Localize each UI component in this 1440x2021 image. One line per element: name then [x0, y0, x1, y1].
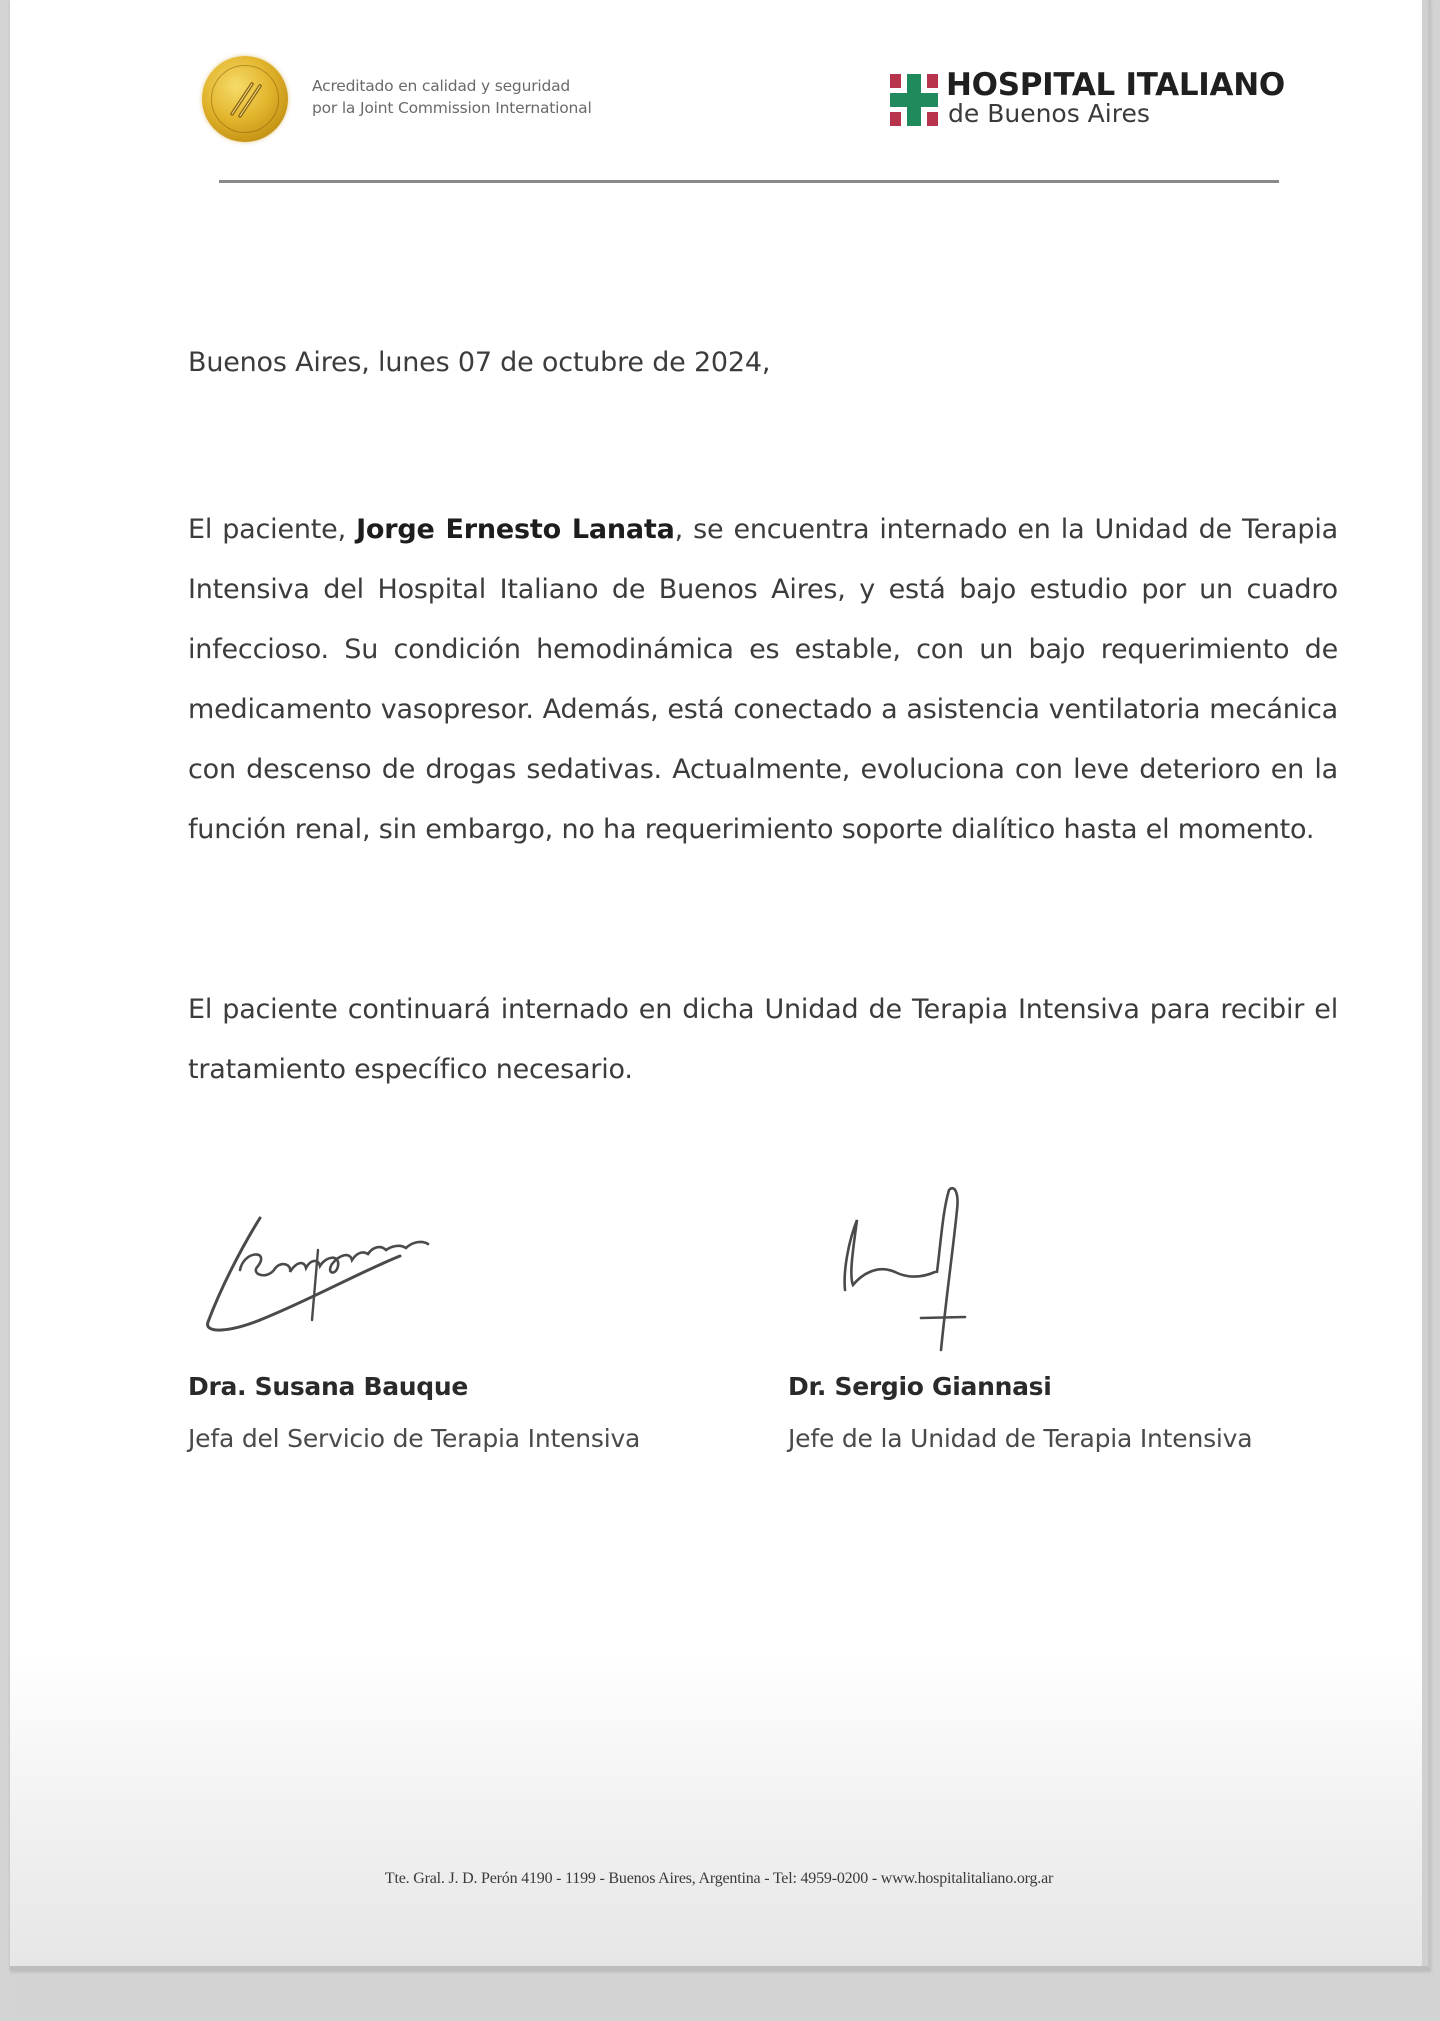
- footer-address: Tte. Gral. J. D. Perón 4190 - 1199 - Buenos Aires, Argentina - Tel: 4959-0200 - www.hospitalitaliano.org.ar: [384, 1870, 1054, 1887]
- signature-giannasi-icon: [825, 1180, 1005, 1355]
- header-divider: [219, 180, 1279, 183]
- letter-date: Buenos Aires, lunes 07 de octubre de 2024,: [188, 347, 771, 378]
- patient-name: Jorge Ernesto Lanata: [356, 514, 675, 545]
- accreditation-line-1: Acreditado en calidad y seguridad: [312, 77, 571, 95]
- letter-paragraph-1: [188, 500, 1338, 860]
- signer-1-title: Jefa del Servicio de Terapia Intensiva: [188, 1424, 641, 1453]
- hospital-name: HOSPITAL ITALIANO: [946, 67, 1285, 103]
- hospital-location: de Buenos Aires: [948, 99, 1150, 128]
- paragraph-1-prefix: El paciente,: [188, 514, 357, 545]
- paragraph-1-body: , se encuentra internado en la Unidad de Terapia Intensiva del Hospital Italiano de Buenos Aires, y está bajo estudio por un cuadro infeccioso. Su condición hemodinámica es estable, con un bajo requerimiento de medicamento vasopresor. Además, está conectado a asistencia ventilatoria mecánica con descenso de drogas sedativas. Actualmente, evoluciona con leve deterioro en la función renal, sin embargo, no ha requerimiento soporte dialítico hasta el momento.: [188, 514, 1338, 845]
- letter-page: [10, 0, 1431, 1970]
- accreditation-text: [312, 75, 592, 119]
- letter-paragraph-2: El paciente continuará internado en dicha Unidad de Terapia Intensiva para recibir el tratamiento específico necesario.: [188, 994, 1338, 1085]
- signer-1-name: Dra. Susana Bauque: [188, 1372, 469, 1401]
- hospital-cross-logo-icon: [890, 74, 938, 126]
- signer-2-title: Jefe de la Unidad de Terapia Intensiva: [788, 1424, 1253, 1453]
- joint-commission-seal-icon: [202, 56, 288, 142]
- viewer-left-edge: [0, 0, 10, 2021]
- signer-2-name: Dr. Sergio Giannasi: [788, 1372, 1052, 1401]
- accreditation-line-2: por la Joint Commission International: [312, 99, 592, 117]
- signature-bauque-icon: [200, 1210, 520, 1340]
